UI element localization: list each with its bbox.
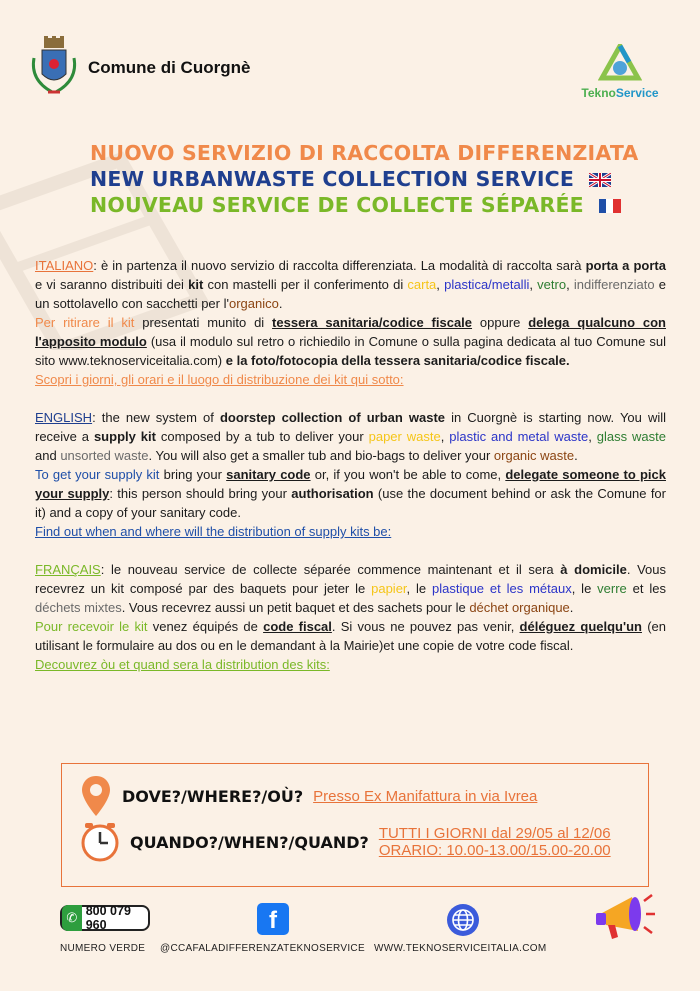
paragraph-italian-kit (35, 313, 666, 370)
text: , (440, 429, 450, 444)
cta-english: Find out when and where will the distribution of supply kits be: (35, 524, 392, 539)
logo-text-part2: Service (615, 86, 659, 100)
text: and (35, 448, 61, 463)
text: venez équipés de (147, 619, 264, 634)
phone-badge[interactable] (60, 905, 150, 931)
cta-french: Decouvrez òu et quand sera la distribution des kits: (35, 657, 330, 672)
where-value: Presso Ex Manifattura in via Ivrea (313, 787, 538, 805)
paragraph-english (35, 408, 666, 465)
when-hours: ORARIO: 10.00-13.00/15.00-20.00 (378, 842, 611, 859)
waste-glass: vetro (537, 277, 567, 292)
location-pin-icon (80, 774, 112, 818)
waste-plastic: plastic and metal waste (449, 429, 589, 444)
title-english-row (90, 166, 650, 192)
paragraph-italian (35, 256, 666, 313)
text-bold: doorstep collection of urban waste (219, 410, 446, 425)
text: presentati munito di (134, 315, 273, 330)
lead-italiano: ITALIANO (35, 258, 94, 273)
title-french-row (90, 192, 650, 218)
text: . (569, 600, 574, 615)
kit-lead-italian: Per ritirare il kit (35, 315, 135, 330)
text: , le (406, 581, 432, 596)
text: , (566, 277, 574, 292)
text-bold-underline: delega qualcuno con l'apposito modulo (35, 315, 666, 349)
where-row (80, 774, 537, 818)
uk-flag-icon (589, 173, 611, 187)
when-days: TUTTI I GIORNI dal 29/05 al 12/06 (378, 825, 611, 842)
text-bold: authorisation (291, 486, 374, 501)
text: . Vous recevrez aussi un petit baquet et des sachets pour le (121, 600, 470, 615)
text: . (574, 448, 578, 463)
text-bold-underline: code fiscal (263, 619, 332, 634)
text: (en utilisant le formulaire au dos ou en le demandant à la Mairie)et une copie de votre code fiscal. (35, 619, 666, 653)
lead-english: ENGLISH (35, 410, 93, 425)
body-text (35, 256, 666, 674)
distribution-info-box (61, 763, 649, 887)
text: composed by a tub to deliver your (155, 429, 369, 444)
kit-lead-english: To get your supply kit (35, 467, 160, 482)
waste-organic: organico (228, 296, 279, 311)
text: oppure (472, 315, 529, 330)
where-label: DOVE?/WHERE?/OÙ? (122, 786, 304, 806)
title-english: NEW URBANWASTE COLLECTION SERVICE (90, 167, 575, 191)
text: (usa il modulo sul retro o richiedilo in Comune o sulla pagina dedicata al tuo Comune sul sito www.teknoserviceitalia.com) (35, 334, 666, 368)
text-bold-underline: déléguez quelqu'un (519, 619, 642, 634)
text: : this person should bring your (109, 486, 292, 501)
kit-lead-french: Pour recevoir le kit (35, 619, 148, 634)
waste-unsorted: indifferenziato (573, 277, 655, 292)
text: , (588, 429, 597, 444)
when-row (80, 822, 611, 862)
town-name: Comune di Cuorgnè (88, 58, 251, 77)
phone-number: 800 079 960 (85, 904, 131, 932)
text-bold-underline: sanitary code (226, 467, 311, 482)
text-bold: porta a porta (585, 258, 666, 273)
waste-paper: papier (371, 581, 407, 596)
text: . You will also get a smaller tub and bio-bags to deliver your (148, 448, 494, 463)
text: . Vous recevrez un kit composé par des baquets pour jeter le (35, 562, 667, 596)
text-bold-underline: tessera sanitaria/codice fiscale (272, 315, 473, 330)
text-bold: supply kit (93, 429, 156, 444)
text: , le (571, 581, 598, 596)
waste-organic: organic waste (493, 448, 575, 463)
teknoservice-logo (574, 44, 666, 100)
phone-icon: ✆ (62, 905, 82, 931)
recycle-logo-icon (598, 44, 642, 82)
paragraph-english-kit (35, 465, 666, 522)
titles (90, 140, 650, 218)
waste-unsorted: unsorted waste (60, 448, 149, 463)
lead-francais: FRANÇAIS (35, 562, 101, 577)
waste-paper: carta (407, 277, 437, 292)
text: : le nouveau service de collecte séparée commence maintenant et il sera (100, 562, 561, 577)
clock-icon (80, 822, 120, 862)
logo-text (574, 86, 666, 100)
text: bring your (159, 467, 227, 482)
waste-glass: verre (597, 581, 627, 596)
when-values (379, 825, 611, 859)
text-bold: kit (188, 277, 204, 292)
text-bold-underline: delegate someone to pick your supply (35, 467, 666, 501)
when-label: QUANDO?/WHEN?/QUAND? (130, 832, 369, 852)
text: e un sottolavello con sacchetti per l' (35, 277, 666, 311)
text: con mastelli per il conferimento di (203, 277, 408, 292)
footer (0, 895, 700, 991)
megaphone-icon (588, 887, 658, 947)
text: et les (626, 581, 666, 596)
text: , (529, 277, 538, 292)
text: : è in partenza il nuovo servizio di raccolta differenziata. La modalità di raccolta sarà (93, 258, 586, 273)
paragraph-french (35, 560, 666, 617)
text: (use the document behind or ask the Comune for it) and a copy of your sanitary code. (35, 486, 666, 520)
paragraph-french-kit (35, 617, 666, 655)
website-caption[interactable]: WWW.TEKNOSERVICEITALIA.COM (374, 943, 547, 954)
globe-icon[interactable] (446, 903, 480, 937)
cta-italian: Scopri i giorni, gli orari e il luogo di distribuzione dei kit qui sotto: (35, 372, 404, 387)
text: in Cuorgnè is starting now. You will receive a (35, 410, 666, 444)
waste-unsorted: déchets mixtes (35, 600, 122, 615)
text: or, if you won't be able to come, (310, 467, 506, 482)
text: . Si vous ne pouvez pas venir, (331, 619, 520, 634)
phone-caption: NUMERO VERDE (60, 943, 146, 954)
logo-text-part1: Tekno (581, 86, 616, 100)
waste-plastic: plastique et les métaux (431, 581, 572, 596)
title-french: NOUVEAU SERVICE DE COLLECTE SÉPARÉE (90, 193, 584, 217)
waste-plastic: plastica/metalli (444, 277, 530, 292)
france-flag-icon (599, 199, 621, 213)
title-italian: NUOVO SERVIZIO DI RACCOLTA DIFFERENZIATA (90, 141, 639, 165)
waste-glass: glass waste (596, 429, 666, 444)
text-bold: e la foto/fotocopia della tessera sanitaria/codice fiscale. (225, 353, 570, 368)
text: : the new system of (92, 410, 220, 425)
text-bold: à domicile (560, 562, 627, 577)
facebook-caption[interactable]: @CCAFALADIFFERENZATEKNOSERVICE (160, 943, 365, 954)
coat-of-arms-icon (28, 36, 80, 100)
text: , (436, 277, 445, 292)
facebook-icon[interactable]: f (257, 903, 289, 935)
waste-organic: déchet organique (469, 600, 570, 615)
waste-paper: paper waste (368, 429, 441, 444)
header (28, 36, 250, 100)
text: e vi saranno distribuiti dei (35, 277, 189, 292)
text: . (278, 296, 283, 311)
